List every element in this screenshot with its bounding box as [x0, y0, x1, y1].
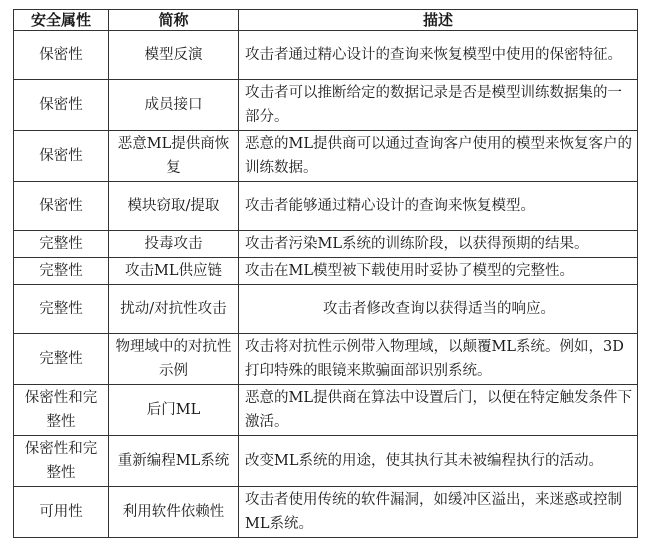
cell-security-property: 完整性 [14, 334, 109, 385]
cell-description: 恶意的ML提供商可以通过查询客户使用的模型来恢复客户的训练数据。 [239, 131, 638, 182]
cell-short-name: 重新编程ML系统 [109, 436, 239, 487]
cell-security-property: 完整性 [14, 285, 109, 334]
cell-description: 改变ML系统的用途，使其执行其未被编程执行的活动。 [239, 436, 638, 487]
cell-description: 攻击者使用传统的软件漏洞，如缓冲区溢出，来迷惑或控制ML系统。 [239, 487, 638, 538]
table-row [14, 285, 638, 334]
cell-short-name: 后门ML [109, 385, 239, 436]
cell-short-name: 恶意ML提供商恢复 [109, 131, 239, 182]
cell-security-property: 保密性和完整性 [14, 385, 109, 436]
header-security-property: 安全属性 [14, 10, 109, 31]
cell-short-name: 物理域中的对抗性示例 [109, 334, 239, 385]
cell-security-property: 完整性 [14, 258, 109, 285]
table-row [14, 436, 638, 487]
cell-security-property: 保密性 [14, 131, 109, 182]
cell-description: 攻击者通过精心设计的查询来恢复模型中使用的保密特征。 [239, 31, 638, 80]
table-row [14, 182, 638, 231]
cell-description: 恶意的ML提供商在算法中设置后门，以便在特定触发条件下激活。 [239, 385, 638, 436]
cell-description: 攻击者污染ML系统的训练阶段，以获得预期的结果。 [239, 231, 638, 258]
cell-description: 攻击者能够通过精心设计的查询来恢复模型。 [239, 182, 638, 231]
cell-security-property: 可用性 [14, 487, 109, 538]
table-row [14, 80, 638, 131]
cell-short-name: 攻击ML供应链 [109, 258, 239, 285]
cell-security-property: 保密性 [14, 31, 109, 80]
table-row [14, 231, 638, 258]
cell-short-name: 利用软件依赖性 [109, 487, 239, 538]
table-row [14, 258, 638, 285]
cell-security-property: 完整性 [14, 231, 109, 258]
cell-security-property: 保密性 [14, 182, 109, 231]
table-row [14, 31, 638, 80]
cell-short-name: 模块窃取/提取 [109, 182, 239, 231]
table-row [14, 487, 638, 538]
cell-security-property: 保密性 [14, 80, 109, 131]
table-row [14, 334, 638, 385]
table-row [14, 385, 638, 436]
cell-short-name: 投毒攻击 [109, 231, 239, 258]
header-short-name: 简称 [109, 10, 239, 31]
cell-description: 攻击将对抗性示例带入物理域，以颠覆ML系统。例如，3D打印特殊的眼镜来欺骗面部识别系统。 [239, 334, 638, 385]
cell-description: 攻击者修改查询以获得适当的响应。 [239, 285, 638, 334]
header-description: 描述 [239, 10, 638, 31]
ml-attack-table [13, 9, 638, 538]
cell-short-name: 模型反演 [109, 31, 239, 80]
cell-short-name: 成员接口 [109, 80, 239, 131]
cell-description: 攻击者可以推断给定的数据记录是否是模型训练数据集的一部分。 [239, 80, 638, 131]
cell-description: 攻击在ML模型被下载使用时妥协了模型的完整性。 [239, 258, 638, 285]
table-header-row [14, 10, 638, 31]
cell-security-property: 保密性和完整性 [14, 436, 109, 487]
cell-short-name: 扰动/对抗性攻击 [109, 285, 239, 334]
table-row [14, 131, 638, 182]
